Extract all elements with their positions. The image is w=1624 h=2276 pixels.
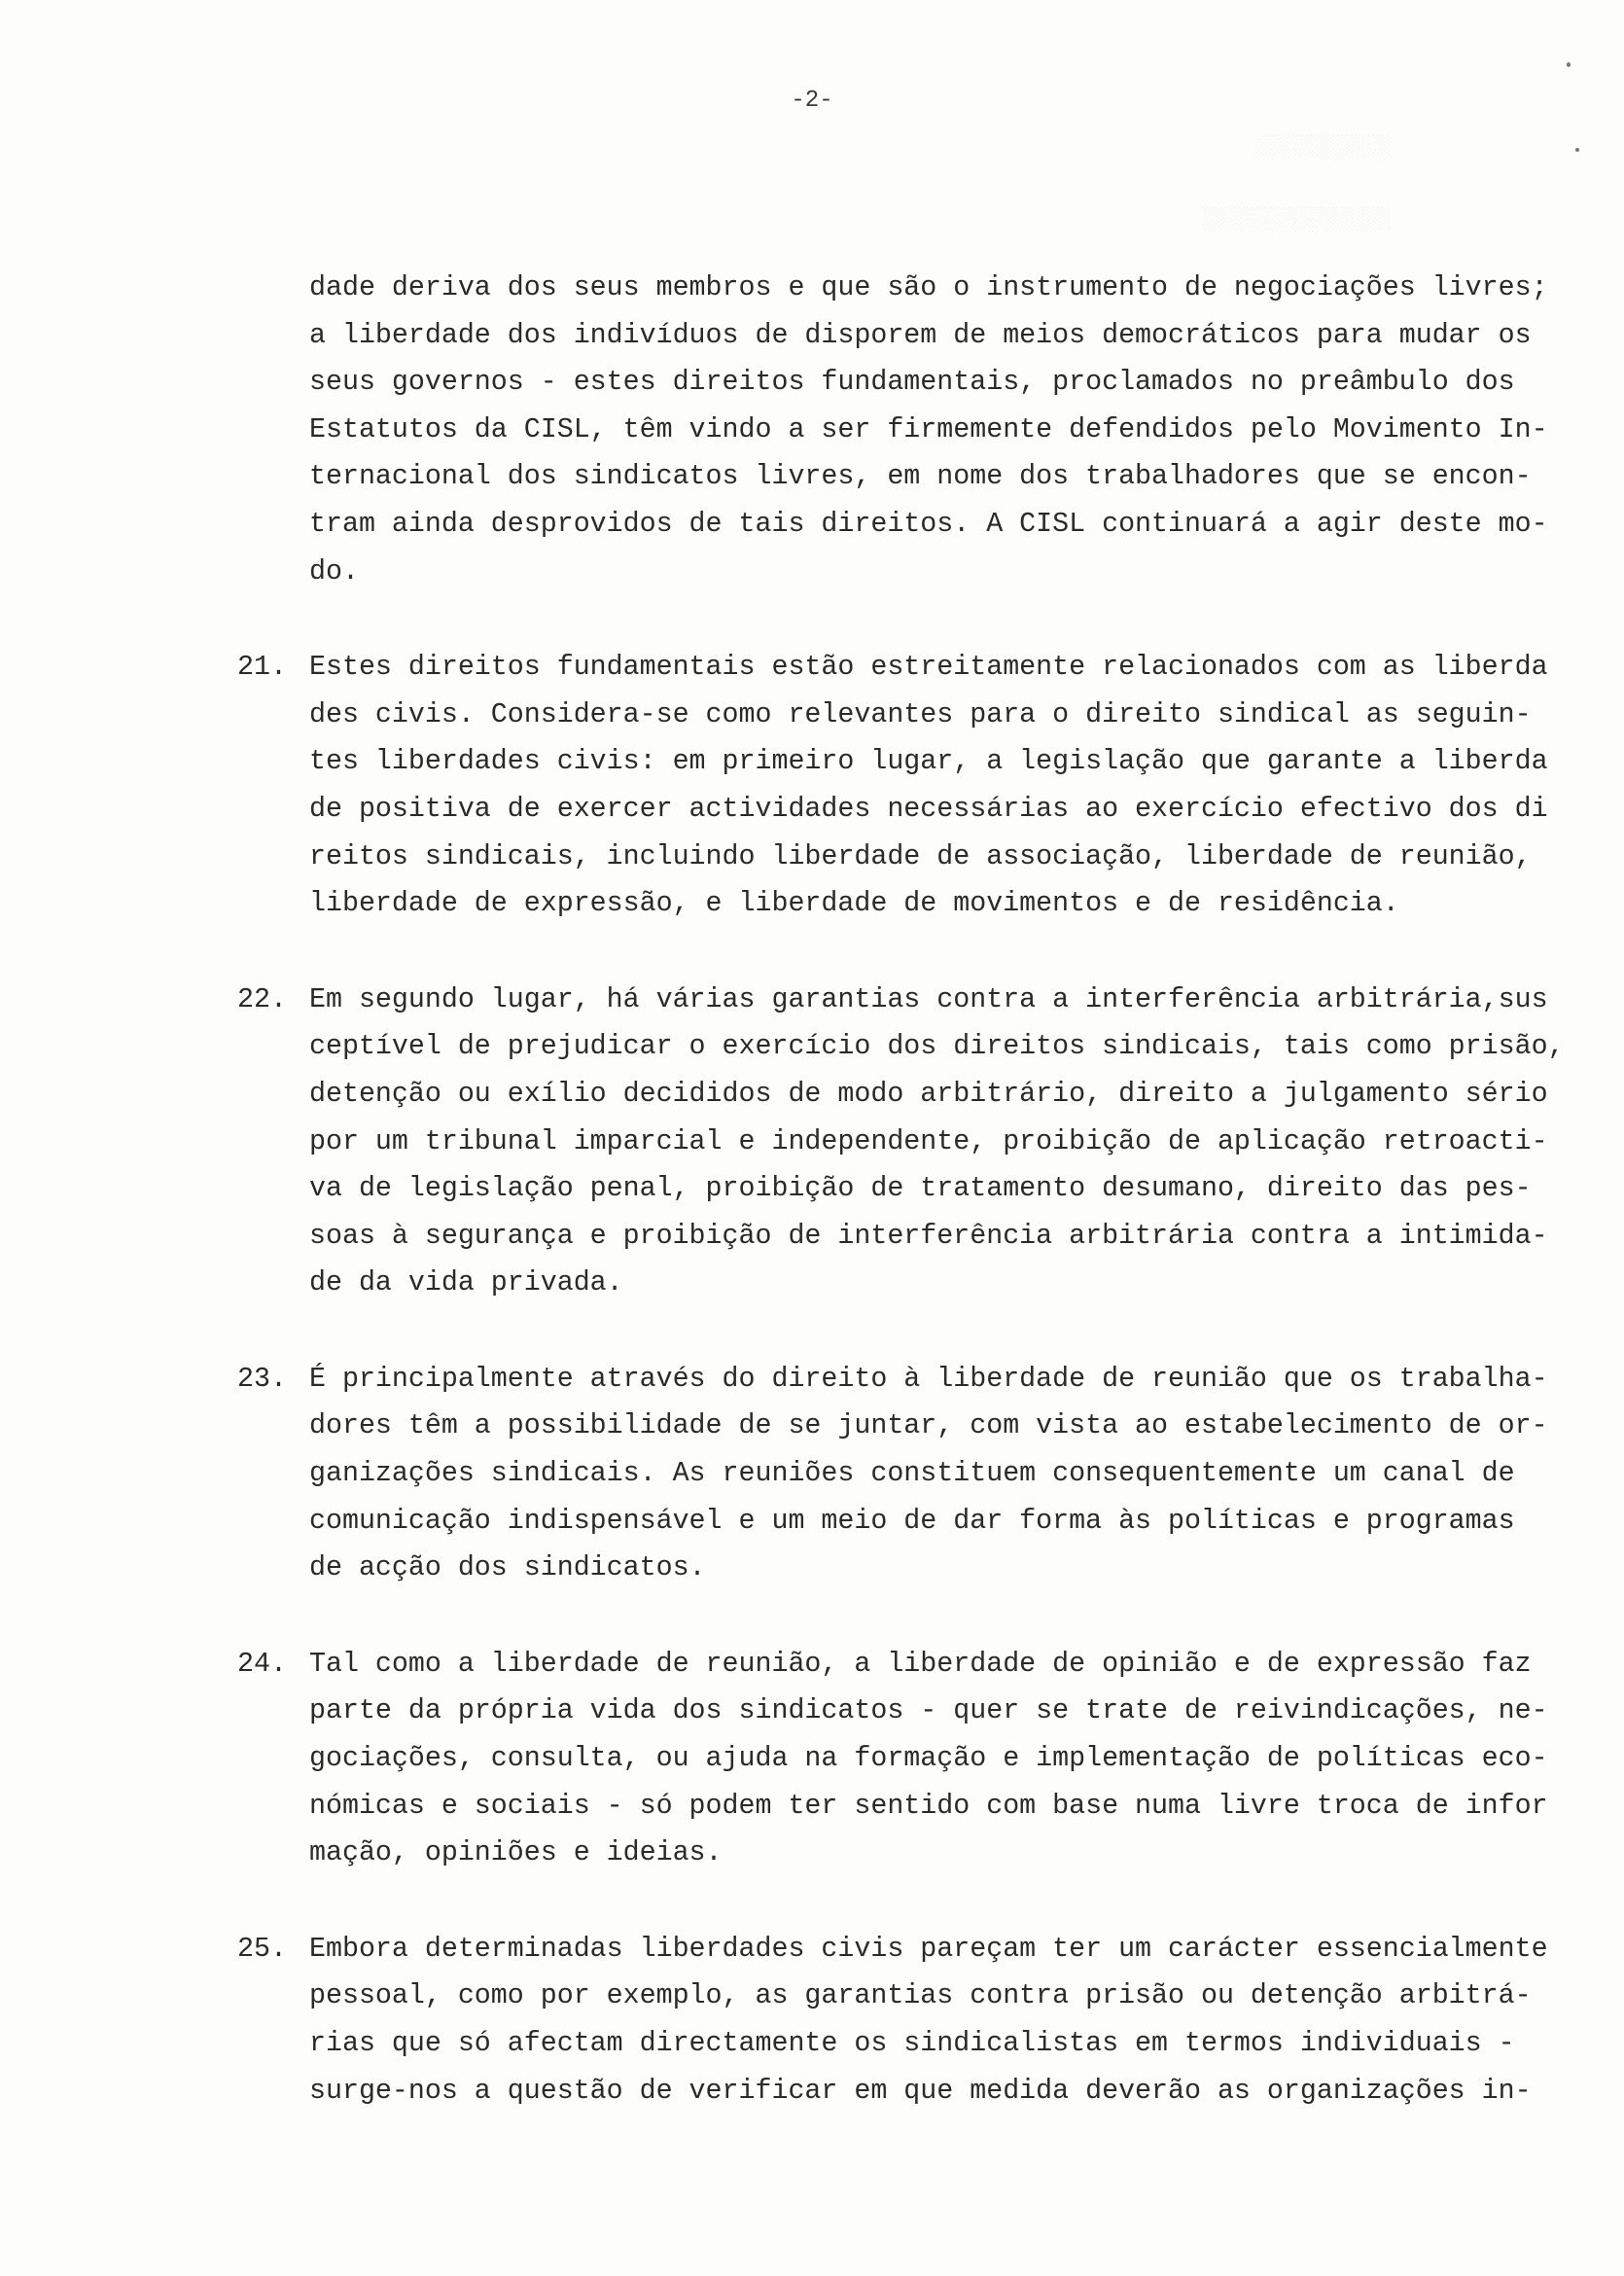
- bleed-through-header: ░░░░░░░░░░ ░░░░░░░░░░░░░░: [1202, 135, 1391, 232]
- text-line: liberdade de expressão, e liberdade de movimentos e de residência.: [309, 888, 1399, 920]
- text-line: tes liberdades civis: em primeiro lugar, a legislação que garante a liberda: [309, 746, 1548, 778]
- text-line: de da vida privada.: [309, 1267, 623, 1299]
- paragraph-21: [237, 644, 1548, 928]
- text-line: por um tribunal imparcial e independente, proibição de aplicação retroacti-: [309, 1125, 1548, 1157]
- paragraph-number: 24.: [237, 1648, 287, 1680]
- document-body: [237, 265, 1565, 2115]
- text-line: de positiva de exercer actividades necessárias ao exercício efectivo dos di: [309, 793, 1548, 825]
- paragraph-25: [237, 1926, 1548, 2115]
- paragraph-23: [237, 1356, 1548, 1592]
- text-line: dade deriva dos seus membros e que são o instrumento de negociações livres;: [309, 272, 1548, 303]
- text-line: pessoal, como por exemplo, as garantias contra prisão ou detenção arbitrá-: [309, 1980, 1532, 2012]
- paragraph-24: [237, 1641, 1548, 1877]
- text-line: reitos sindicais, incluindo liberdade de associação, liberdade de reunião,: [309, 840, 1532, 872]
- text-line: Em segundo lugar, há várias garantias contra a interferência arbitrária,sus: [309, 983, 1548, 1015]
- text-line: comunicação indispensável e um meio de dar forma às políticas e programas: [309, 1505, 1515, 1537]
- text-line: gociações, consulta, ou ajuda na formação e implementação de políticas eco-: [309, 1743, 1548, 1775]
- paragraph-number: 21.: [237, 652, 287, 684]
- text-line: É principalmente através do direito à liberdade de reunião que os trabalha-: [309, 1363, 1548, 1395]
- text-line: Estatutos da CISL, têm vindo a ser firmemente defendidos pelo Movimento In-: [309, 413, 1548, 445]
- paragraph-number: 25.: [237, 1933, 287, 1965]
- paragraph-number: 22.: [237, 983, 287, 1015]
- text-line: ceptível de prejudicar o exercício dos direitos sindicais, tais como prisão,: [309, 1031, 1565, 1063]
- text-line: surge-nos a questão de verificar em que medida deverão as organizações in-: [309, 2075, 1532, 2107]
- paragraph-22: [237, 977, 1565, 1307]
- text-line: parte da própria vida dos sindicatos - quer se trate de reivindicações, ne-: [309, 1695, 1548, 1727]
- text-line: seus governos - estes direitos fundamentais, proclamados no preâmbulo dos: [309, 367, 1515, 399]
- text-line: dores têm a possibilidade de se juntar, com vista ao estabelecimento de or-: [309, 1410, 1548, 1442]
- text-line: soas à segurança e proibição de interferência arbitrária contra a intimida-: [309, 1220, 1548, 1252]
- text-line: Tal como a liberdade de reunião, a liberdade de opinião e de expressão faz: [309, 1648, 1532, 1680]
- continued-paragraph: [309, 265, 1548, 595]
- text-line: des civis. Considera-se como relevantes para o direito sindical as seguin-: [309, 698, 1532, 730]
- text-line: rias que só afectam directamente os sindicalistas em termos individuais -: [309, 2028, 1515, 2059]
- text-line: tram ainda desprovidos de tais direitos. A CISL continuará a agir deste mo-: [309, 508, 1548, 540]
- text-line: ternacional dos sindicatos livres, em nome dos trabalhadores que se encon-: [309, 461, 1532, 493]
- text-line: Embora determinadas liberdades civis pareçam ter um carácter essencialmente: [309, 1933, 1548, 1965]
- text-line: va de legislação penal, proibição de tratamento desumano, direito das pes-: [309, 1173, 1532, 1205]
- text-line: do.: [309, 555, 359, 587]
- text-line: nómicas e sociais - só podem ter sentido com base numa livre troca de infor: [309, 1790, 1548, 1822]
- text-line: detenção ou exílio decididos de modo arbitrário, direito a julgamento sério: [309, 1078, 1548, 1110]
- page-number: -2-: [791, 88, 833, 114]
- text-line: de acção dos sindicatos.: [309, 1552, 706, 1584]
- text-line: ganizações sindicais. As reuniões constituem consequentemente um canal de: [309, 1458, 1515, 1490]
- text-line: Estes direitos fundamentais estão estreitamente relacionados com as liberda: [309, 652, 1548, 684]
- text-line: mação, opiniões e ideias.: [309, 1837, 723, 1869]
- paragraph-number: 23.: [237, 1363, 287, 1395]
- text-line: a liberdade dos indivíduos de disporem de meios democráticos para mudar os: [309, 319, 1532, 351]
